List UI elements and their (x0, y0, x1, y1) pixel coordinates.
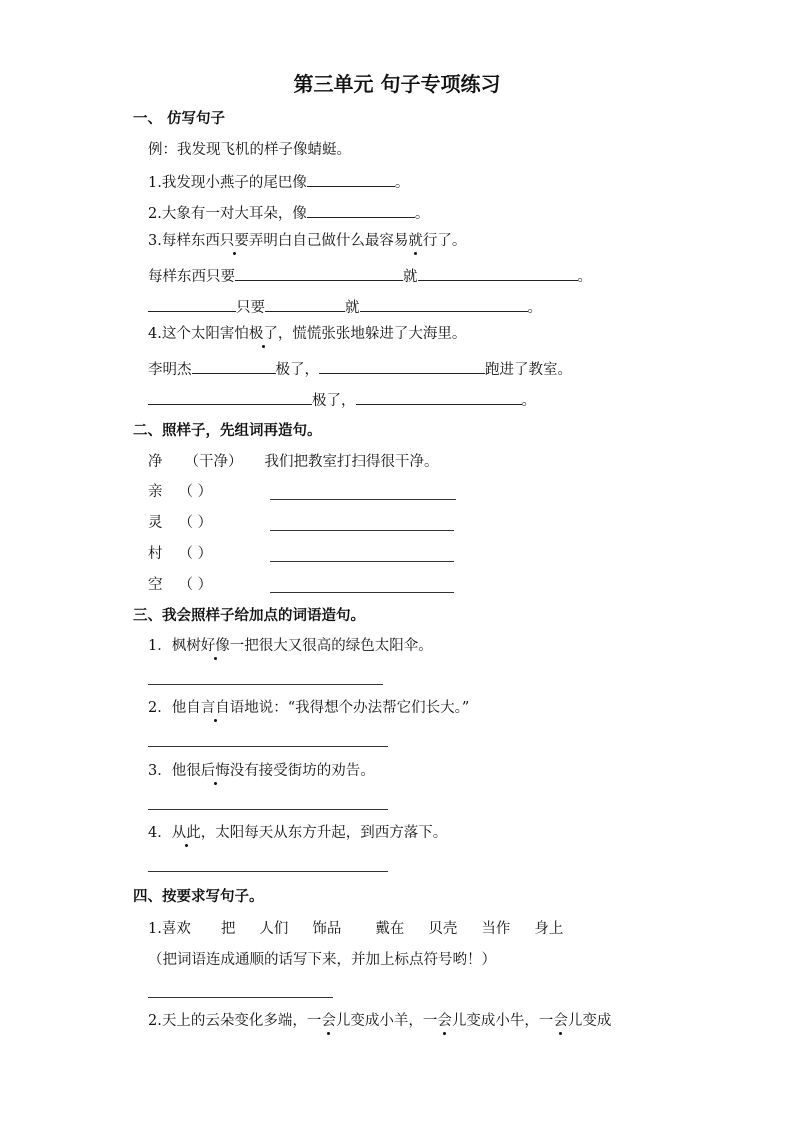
answer-line[interactable] (270, 499, 456, 500)
s3-q4-post: ，太阳每天从东方升起，到西方落下。 (200, 825, 448, 841)
s1-q3b-zhiyao: 只要 (236, 300, 265, 316)
section-2-heading: 二、照样子，先组词再造句。 (133, 423, 322, 439)
s2-item (148, 576, 212, 594)
s1-q4-pre: 4.这个太阳害怕 (148, 326, 249, 342)
word-token: 戴在 (375, 921, 405, 937)
s1-q3b (148, 297, 542, 317)
answer-blank[interactable] (307, 203, 415, 218)
s3-q3-post: 没有接受街坊的劝告。 (229, 763, 375, 779)
s1-example: 例：我发现飞机的样子像蜻蜓。 (148, 142, 351, 158)
s2-item-char: 空 (148, 577, 163, 593)
answer-blank[interactable] (192, 359, 276, 374)
s1-q4a-jile: 极了， (275, 362, 319, 378)
s3-q3 (148, 762, 375, 780)
s1-q4b-end: 。 (521, 393, 536, 409)
s1-q3-mid: 弄明白自己做什么最容易 (248, 233, 409, 249)
s2-example-sentence: 我们把教室打扫得很干净。 (264, 454, 439, 470)
s1-q3-post: 行了。 (422, 233, 467, 249)
s3-q4-pre: 4． (148, 825, 172, 841)
s1-q3a-end: 。 (577, 269, 592, 285)
s1-q1 (148, 172, 409, 192)
s1-q3a-pre: 每样东西只要 (148, 269, 235, 285)
s1-q3a-jiu: 就 (403, 269, 418, 285)
answer-line[interactable] (148, 746, 388, 747)
emphasis-word: 一会儿 (538, 1013, 583, 1029)
s2-item-paren[interactable]: （ ） (178, 577, 213, 593)
s4-q2-mid2: 变成小牛， (466, 1013, 539, 1029)
s1-q2 (148, 203, 429, 223)
answer-blank[interactable] (148, 390, 312, 405)
s1-q1-end: 。 (394, 175, 410, 191)
s1-q1-text: 1.我发现小燕子的尾巴像 (148, 175, 307, 191)
s4-q2-mid1: 变成小羊， (350, 1013, 423, 1029)
answer-blank[interactable] (235, 266, 403, 281)
s3-q3-pre: 3．他很 (148, 763, 201, 779)
answer-blank[interactable] (319, 359, 485, 374)
answer-line[interactable] (148, 809, 388, 810)
s2-item-paren[interactable]: （ ） (178, 546, 213, 562)
emphasis-word: 自言自语 (186, 700, 245, 716)
emphasis-word: 一会儿 (306, 1013, 351, 1029)
s2-item (148, 483, 212, 501)
s4-q2-pre: 2.天上的云朵变化多端， (148, 1013, 307, 1029)
word-token: 人们 (259, 921, 289, 937)
word-token: 饰品 (312, 921, 342, 937)
s1-q3b-jiu: 就 (345, 300, 360, 316)
page-title: 第三单元 句子专项练习 (293, 72, 501, 96)
s4-q1-words (148, 920, 563, 938)
section-3-heading: 三、我会照样子给加点的词语造句。 (133, 608, 365, 624)
s4-q2 (148, 1012, 611, 1030)
word-token: 喜欢 (161, 921, 191, 937)
answer-blank[interactable] (307, 172, 395, 187)
s2-example (148, 453, 439, 471)
s2-example-word: （干净） (184, 454, 243, 470)
s3-q1-post: 一把很大又很高的绿色太阳伞。 (229, 638, 433, 654)
answer-line[interactable] (148, 684, 383, 685)
answer-blank[interactable] (418, 266, 578, 281)
s1-q4b (148, 390, 536, 410)
s1-q4a-post: 跑进了教室。 (485, 362, 572, 378)
s2-item-char: 亲 (148, 484, 163, 500)
s1-q4 (148, 325, 466, 343)
word-token: 当作 (481, 921, 511, 937)
s2-item-char: 灵 (148, 515, 163, 531)
s4-q1-num: 1. (148, 921, 162, 937)
answer-line[interactable] (148, 997, 333, 998)
answer-blank[interactable] (360, 297, 528, 312)
s4-q1-note: （把词语连成通顺的话写下来，并加上标点符号哟！） (148, 952, 496, 968)
s3-q2 (148, 699, 469, 717)
section-4-heading: 四、按要求写句子。 (133, 889, 264, 905)
s3-q1 (148, 637, 433, 655)
s1-q3-num: 3. (148, 233, 162, 249)
s1-q3b-end: 。 (527, 300, 542, 316)
s2-item-paren[interactable]: （ ） (178, 515, 213, 531)
s2-item-char: 村 (148, 546, 163, 562)
emphasis-word: 一会儿 (422, 1013, 467, 1029)
s1-q3 (148, 232, 466, 250)
word-token: 把 (220, 921, 236, 937)
s3-q2-pre: 2．他 (148, 700, 187, 716)
s1-q4b-jile: 极了， (312, 393, 356, 409)
s1-q4-post: ，慌慌张张地躲进了大海里。 (277, 326, 467, 342)
word-token: 贝壳 (428, 921, 458, 937)
s2-item-paren[interactable]: （ ） (178, 484, 213, 500)
s4-q2-end: 变成 (582, 1013, 612, 1029)
s3-q2-post: 地说：“我得想个办法帮它们长大。” (244, 700, 470, 716)
answer-line[interactable] (270, 561, 454, 562)
s1-q4a (148, 359, 572, 379)
emphasis-word: 极了 (248, 326, 278, 342)
s1-q3-pre: 每样东西 (161, 233, 220, 249)
s1-q2-end: 。 (414, 206, 430, 222)
answer-blank[interactable] (148, 297, 236, 312)
word-token: 身上 (534, 921, 564, 937)
emphasis-word: 从此 (171, 825, 201, 841)
emphasis-word: 好像 (200, 638, 230, 654)
answer-blank[interactable] (265, 297, 345, 312)
emphasis-word: 后悔 (200, 763, 230, 779)
answer-line[interactable] (270, 592, 454, 593)
s2-item (148, 514, 212, 532)
answer-blank[interactable] (356, 390, 522, 405)
answer-line[interactable] (148, 871, 388, 872)
emphasis-word: 只要 (219, 233, 249, 249)
s3-q4 (148, 824, 447, 842)
emphasis-word: 就 (408, 233, 423, 249)
answer-line[interactable] (270, 530, 454, 531)
s3-q1-pre: 1．枫树 (148, 638, 201, 654)
s1-q2-text: 2.大象有一对大耳朵，像 (148, 206, 307, 222)
s1-q4a-pre: 李明杰 (148, 362, 192, 378)
section-1-heading: 一、 仿写句子 (133, 111, 226, 127)
s2-example-char: 净 (148, 454, 163, 470)
s2-item (148, 545, 212, 563)
s1-q3a (148, 266, 592, 286)
